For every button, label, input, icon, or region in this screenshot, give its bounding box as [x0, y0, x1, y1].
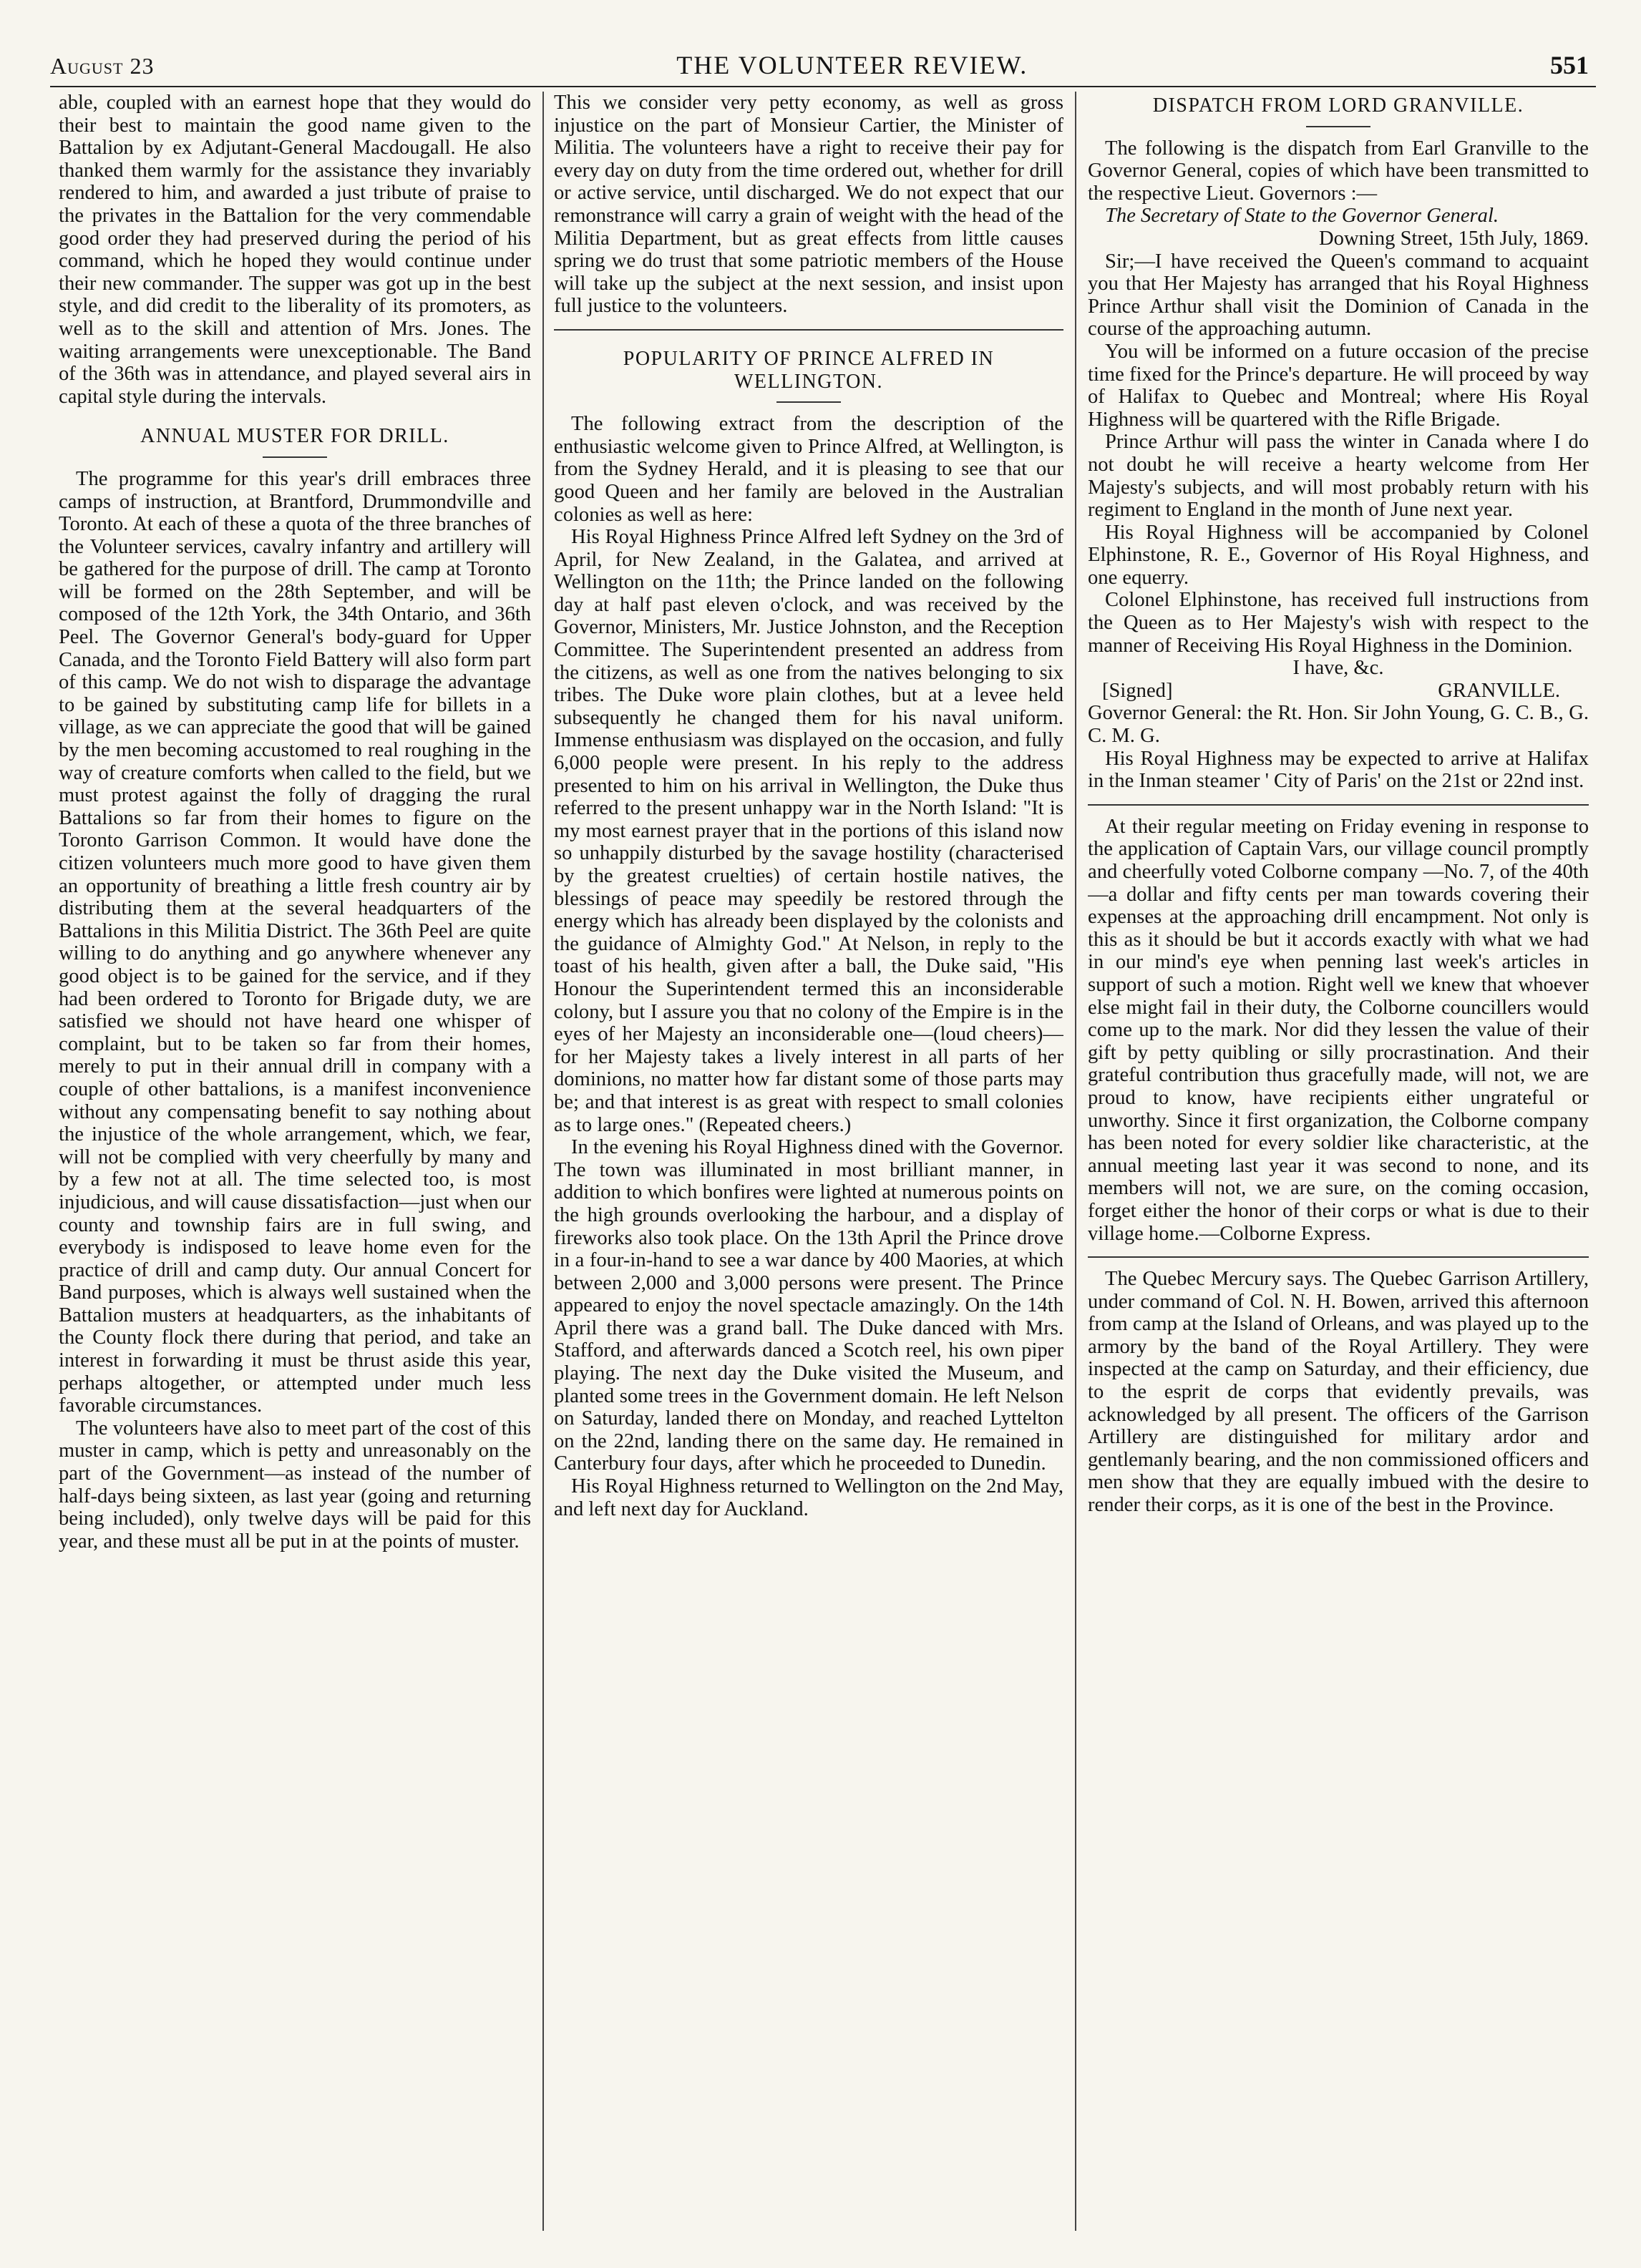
article-paragraph: The volunteers have also to meet part of the cost of this muster in camp, which is petty and unreasonably on the part of the Government—as instead of the number of half-days being sixteen, as last year (going and returning being included), only twelve days will be paid for this year, and these must all be put in at the points of muster.	[59, 1417, 531, 1553]
heading-rule	[1306, 126, 1370, 127]
article-heading: DISPATCH FROM LORD GRANVILLE.	[1152, 94, 1524, 117]
signature-name: GRANVILLE.	[1438, 679, 1560, 702]
article-paragraph: Colonel Elphinstone, has received full instructions from the Queen as to Her Majesty's wish with respect to the manner of Receiving His Royal Highness in the Dominion.	[1088, 589, 1589, 657]
section-rule	[1088, 804, 1589, 806]
signature-label: [Signed]	[1102, 679, 1173, 702]
column-3	[1088, 92, 1589, 2231]
article-paragraph: His Royal Highness will be accompanied by Colonel Elphinstone, R. E., Governor of His Royal Highness, and one equerry.	[1088, 521, 1589, 589]
page-header	[50, 50, 1589, 82]
column-divider-2	[1075, 92, 1076, 2231]
dispatch-heading: The Secretary of State to the Governor General.	[1105, 205, 1499, 228]
heading-rule	[776, 401, 841, 403]
column-1	[59, 92, 531, 2231]
article-paragraph: You will be informed on a future occasion of the precise time fixed for the Prince's departure. He will proceed by way of Halifax to Quebec and Montreal; where His Royal Highness will be quartered with the Rifle Brigade.	[1088, 340, 1589, 431]
article-paragraph: His Royal Highness may be expected to arrive at Halifax in the Inman steamer ' City of Paris' on the 21st or 22nd inst.	[1088, 747, 1589, 793]
article-heading: POPULARITY OF PRINCE ALFRED IN WELLINGTON.	[623, 347, 995, 393]
header-rule	[50, 86, 1596, 87]
article-paragraph: The following extract from the description of the enthusiastic welcome given to Prince Alfred, at Wellington, is from the Sydney Herald, and it is pleasing to see that our good Queen and her family are beloved in the Australian colonies as well as here:	[554, 413, 1063, 526]
heading-rule	[263, 456, 327, 458]
section-rule	[1088, 1256, 1589, 1258]
article-paragraph: In the evening his Royal Highness dined with the Governor. The town was illuminated in most brilliant manner, in addition to which bonfires were lighted at numerous points on the high grounds overlooking the harbour, and a display of fireworks also took place. On the 13th April the Prince drove in a four-in-hand to see a war dance by 400 Maories, at which between 2,000 and 3,000 persons were present. The Prince appeared to enjoy the novel spectacle amazingly. On the 14th April there was a grand ball. The Duke danced with Mrs. Stafford, and afterwards danced a Scotch reel, his own piper playing. The next day the Duke visited the Museum, and planted some trees in the Government domain. He left Nelson on Saturday, landed there on Monday, and reached Lyttelton on the 22nd, landing there on the same day. He remained in Canterbury four days, after which he proceeded to Dunedin.	[554, 1136, 1063, 1475]
article-paragraph: At their regular meeting on Friday evening in response to the application of Captain Vars, our village council promptly and cheerfully voted Colborne company —No. 7, of the 40th—a dollar and fifty cents per man towards covering their expenses at the approaching drill encampment. Not only is this as it should be but it accords exactly with what we had in our mind's eye when penning last week's articles in support of such a motion. Right well we knew that whoever else might fail in their duty, the Colborne councillers would come up to the mark. Nor did they lessen the value of their gift by petty quibling or silly procrastination. And their grateful contribution thus gracefully made, will not, we are proud to know, have recipients either ungrateful or unworthy. Since it first organization, the Colborne company has been noted for every soldier like characteristic, at the annual meeting last year it was second to none, and its members will not, we are sure, on the coming occasion, forget either the honor of their corps or what is due to their village home.—Colborne Express.	[1088, 815, 1589, 1245]
article-paragraph: Prince Arthur will pass the winter in Canada where I do not doubt he will receive a hearty welcome from Her Majesty's subjects, and will most probably return with his regiment to England in the month of June next year.	[1088, 431, 1589, 522]
article-paragraph: His Royal Highness Prince Alfred left Sydney on the 3rd of April, for New Zealand, in the Galatea, and arrived at Wellington on the 11th; the Prince landed on the following day at half past eleven o'clock, and was received by the Governor, Ministers, Mr. Justice Johnston, and the Reception Committee. The Superintendent presented an address from the citizens, as well as one from the natives belonging to six tribes. The Duke wore plain clothes, but at a levee held subsequently he changed them for his naval uniform. Immense enthusiasm was displayed on the occasion, and fully 6,000 people were present. In his reply to the address presented to him on his arrival in Wellington, the Duke thus referred to the present unhappy war in the North Island: "It is my most earnest prayer that in the portions of this island now so unhappily disturbed by the savage hostility (characterised by the greatest cruelties) of certain hostile natives, the blessings of peace may speedily be restored through the energy which has already been displayed by the colonists and the guidance of Almighty God." At Nelson, in reply to the toast of his health, given after a ball, the Duke said, "His Honour the Superintendent termed this an inconsiderable colony, but I assure you that no colony of the Empire is in the eyes of her Majesty an inconsiderable one—(loud cheers)—for her Majesty takes a lively interest in all parts of her dominions, no matter how far distant some of those parts may be; and that interest is as great with respect to small colonies as to large ones." (Repeated cheers.)	[554, 526, 1063, 1136]
page-number: 551	[1550, 51, 1589, 79]
publication-title: THE VOLUNTEER REVIEW.	[676, 51, 1028, 79]
article-paragraph: The Quebec Mercury says. The Quebec Garrison Artillery, under command of Col. N. H. Bowen, arrived this afternoon from camp at the Island of Orleans, and was played up to the armory by the band of the Royal Artillery. They were inspected at the camp on Saturday, and their efficiency, due to the esprit de corps that evidently prevails, was acknowledged by all present. The officers of the Garrison Artillery are distinguished for military ardor and gentlemanly bearing, and the non commissioned officers and men show that they are equally imbued with the desire to render their corps, as it is one of the best in the Province.	[1088, 1268, 1589, 1517]
article-paragraph: This we consider very petty economy, as well as gross injustice on the part of Monsieur Cartier, the Minister of Militia. The volunteers have a right to receive their pay for every day on duty from the time ordered out, whether for drill or active service, until discharged. We do not expect that our remonstrance will carry a grain of weight with the head of the Militia Department, but as great effects from little causes spring we do trust that some patriotic members of the House will take up the subject at the next session, and insist upon full justice to the volunteers.	[554, 92, 1063, 318]
article-paragraph: Sir;—I have received the Queen's command to acquaint you that Her Majesty has arranged that his Royal Highness Prince Arthur shall visit the Dominion of Canada in the course of the approaching autumn.	[1088, 250, 1589, 341]
dispatch-signature	[1088, 680, 1589, 703]
column-divider-1	[542, 92, 544, 2231]
article-heading: ANNUAL MUSTER FOR DRILL.	[140, 425, 449, 448]
issue-date: August 23	[50, 53, 155, 79]
dispatch-addressee: Governor General: the Rt. Hon. Sir John Young, G. C. B., G. C. M. G.	[1088, 702, 1589, 748]
dispatch-closing: I have, &c.	[1292, 657, 1384, 680]
section-rule	[554, 329, 1063, 331]
column-2	[554, 92, 1063, 2231]
article-paragraph: The following is the dispatch from Earl Granville to the Governor General, copies of which have been transmitted to the respective Lieut. Governors :—	[1088, 137, 1589, 205]
dispatch-dateline: Downing Street, 15th July, 1869.	[1319, 227, 1589, 250]
article-paragraph: able, coupled with an earnest hope that they would do their best to maintain the good name given to the Battalion by ex Adjutant-General Macdougall. He also thanked them warmly for the assistance they invariably rendered to him, and awarded a just tribute of praise to the privates in the Battalion for the very commendable good order they had preserved during the period of his command, which he hoped they would continue under their new commander. The supper was got up in the best style, and did credit to the liberality of its promoters, as well as to the skill and attention of Mrs. Jones. The waiting arrangements were unexceptionable. The Band of the 36th was in attendance, and played several airs in capital style during the intervals.	[59, 92, 531, 408]
article-paragraph: The programme for this year's drill embraces three camps of instruction, at Brantford, Drummondville and Toronto. At each of these a quota of the three branches of the Volunteer services, cavalry infantry and artillery will be gathered for the purpose of drill. The camp at Toronto will be formed on the 28th September, and will be composed of the 12th York, the 34th Ontario, and 36th Peel. The Governor General's body-guard for Upper Canada, and the Toronto Field Battery will also form part of this camp. We do not wish to disparage the advantage to be gained by substituting camp life for billets in a village, as we can appreciate the good that will be gained by the men becoming accustomed to real roughing in the way of creature comforts when called to the field, but we must protest against the folly of dragging the rural Battalions so far from their homes to figure on the Toronto Garrison Common. It would have done the citizen volunteers much more good to have given them an opportunity of breathing a little fresh country air by distributing them at the several headquarters of the Battalions in this Militia District. The 36th Peel are quite willing to do anything and go anywhere whenever any good object is to be gained for the service, and if they had been ordered to Toronto for Brigade duty, we are satisfied we should not have heard one whisper of complaint, but to be taken so far from their homes, merely to put in their annual drill in company with a couple of other battalions, is a manifest inconvenience without any compensating benefit to say nothing about the injustice of the whole arrangement, which, we fear, will not be complied with very cheerfully by many and by a few not at all. The time selected too, is most injudicious, and will cause dissatisfaction—just when our county and township fairs are in full swing, and everybody is indisposed to leave home even for the practice of drill and camp duty. Our annual Concert for Band purposes, which is always well sustained when the Battalion musters at headquarters, as the inhabitants of the County flock there during that period, and take an interest in forwarding it must be thrust aside this year, perhaps altogether, or attempted under much less favorable circumstances.	[59, 467, 531, 1417]
article-paragraph: His Royal Highness returned to Wellington on the 2nd May, and left next day for Auckland.	[554, 1475, 1063, 1520]
